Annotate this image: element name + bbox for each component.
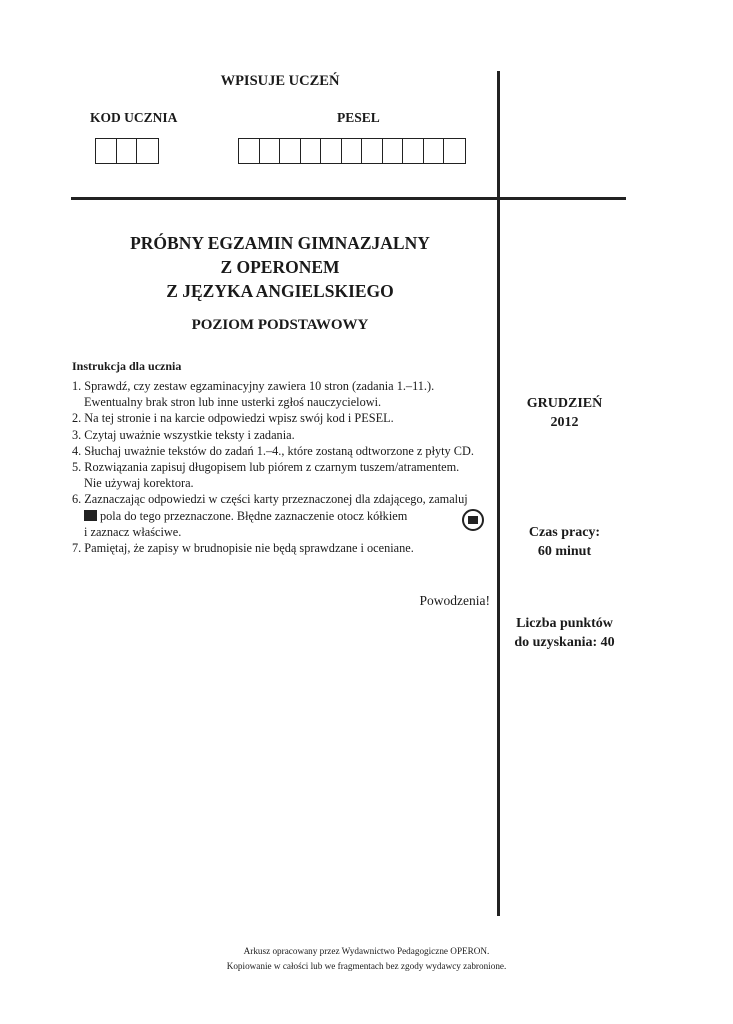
student-code-box[interactable] (117, 139, 138, 163)
instruction-item-5: 5. Rozwiązania zapisuj długopisem lub piórem z czarnym tuszem/atramentem. (72, 460, 460, 475)
points-label: Liczba punktów (516, 616, 613, 631)
footer-publisher: Arkusz opracowany przez Wydawnictwo Pedagogiczne OPERON. (243, 946, 490, 956)
exam-title-line-2: Z OPERONEM (220, 257, 340, 277)
student-fills-heading: WPISUJE UCZEŃ (220, 73, 340, 89)
exam-title-line-1: PRÓBNY EGZAMIN GIMNAZJALNY (130, 233, 430, 253)
instruction-item-2: 2. Na tej stronie i na karcie odpowiedzi wpisz swój kod i PESEL. (72, 411, 394, 426)
horizontal-divider (71, 197, 626, 200)
duration-label: Czas pracy: (528, 525, 601, 540)
instruction-item-4: 4. Słuchaj uważnie tekstów do zadań 1.–4., które zostaną odtworzone z płyty CD. (72, 443, 474, 458)
exam-level: POZIOM PODSTAWOWY (191, 317, 369, 333)
instruction-item-6: 6. Zaznaczając odpowiedzi w części karty przeznaczonej dla zdającego, zamaluj (72, 492, 468, 507)
footer (0, 944, 733, 974)
instruction-item-6-end: i zaznacz właściwe. (84, 524, 182, 539)
exam-title (0, 231, 560, 303)
pesel-box[interactable] (301, 139, 322, 163)
instruction-item-1-cont: Ewentualny brak stron lub inne usterki zgłoś nauczycielowi. (84, 395, 382, 410)
student-code-box[interactable] (96, 139, 117, 163)
instruction-item-1: 1. Sprawdź, czy zestaw egzaminacyjny zawiera 10 stron (zadania 1.–11.). (72, 379, 435, 393)
pesel-label: PESEL (337, 110, 380, 125)
pesel-box[interactable] (342, 139, 363, 163)
pesel-box[interactable] (444, 139, 465, 163)
exam-month: GRUDZIEŃ (526, 396, 603, 411)
pesel-box[interactable] (362, 139, 383, 163)
pesel-field[interactable] (238, 138, 466, 164)
instructions-heading: Instrukcja dla ucznia (72, 359, 182, 373)
exam-points (502, 614, 627, 652)
instruction-item-5-cont: Nie używaj korektora. (84, 476, 194, 491)
instruction-item-6-cont (72, 508, 490, 524)
student-code-field[interactable] (95, 138, 159, 164)
pesel-box[interactable] (260, 139, 281, 163)
exam-title-line-3: Z JĘZYKA ANGIELSKIEGO (166, 281, 394, 301)
pesel-box[interactable] (321, 139, 342, 163)
circled-box-icon (462, 509, 484, 531)
pesel-box[interactable] (424, 139, 445, 163)
student-code-label: KOD UCZNIA (90, 110, 178, 125)
exam-date (502, 394, 627, 432)
instruction-item-7: 7. Pamiętaj, że zapisy w brudnopisie nie będą sprawdzane i oceniane. (72, 541, 414, 556)
footer-copyright: Kopiowanie w całości lub we fragmentach bez zgody wydawcy zabronione. (226, 961, 507, 971)
pesel-box[interactable] (403, 139, 424, 163)
student-code-box[interactable] (137, 139, 158, 163)
good-luck-text: Powodzenia! (419, 593, 490, 608)
pesel-box[interactable] (280, 139, 301, 163)
pesel-box[interactable] (383, 139, 404, 163)
duration-value: 60 minut (537, 544, 592, 559)
instructions-list (72, 378, 490, 556)
filled-box-icon (84, 510, 97, 521)
pesel-box[interactable] (239, 139, 260, 163)
instruction-item-6-text: pola do tego przeznaczone. Błędne zaznaczenie otocz kółkiem (100, 508, 408, 523)
instruction-item-3: 3. Czytaj uważnie wszystkie teksty i zadania. (72, 427, 295, 442)
exam-duration (502, 523, 627, 561)
exam-year: 2012 (550, 415, 579, 430)
points-value: do uzyskania: 40 (514, 635, 615, 650)
